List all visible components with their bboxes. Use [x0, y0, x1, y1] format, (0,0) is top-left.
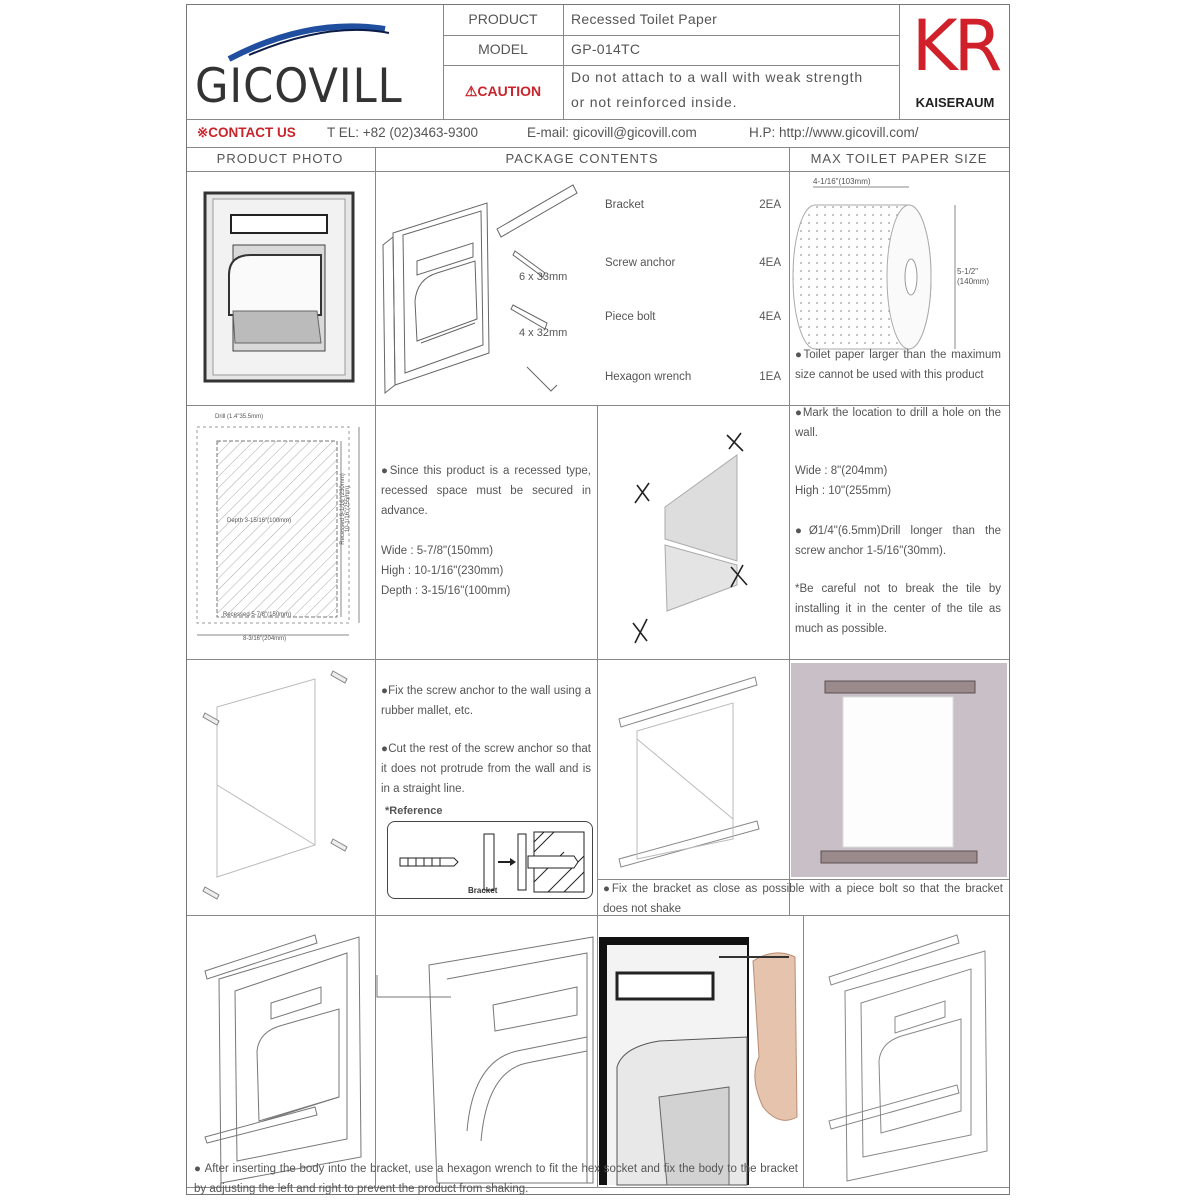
contact-website: H.P: http://www.gicovill.com/	[749, 125, 919, 140]
kr-name: KAISERAUM	[915, 95, 995, 110]
product-photo	[205, 193, 355, 383]
paper-width-dim: 4-1/16"(103mm)	[813, 177, 871, 186]
package-item: Hexagon wrench 1EA	[605, 371, 781, 383]
caution-line-2: or not reinforced inside.	[571, 94, 738, 110]
bracket-mount-drawing	[607, 669, 787, 875]
footer-note-text: ● After inserting the body into the bracket, use a hexagon wrench to fit the hex socket and fix the body to the bracket by adjusting the left and right to prevent the product from shaking.	[194, 1163, 798, 1195]
package-item-list	[605, 195, 781, 395]
body-insert-drawing	[191, 921, 373, 1183]
total-height-label: 10-1/16"(255mm)	[345, 485, 352, 533]
package-item: Piece bolt 4EA	[605, 311, 781, 323]
depth-label: Depth 3-15/16"(100mm)	[227, 518, 292, 524]
caution-label: ⚠CAUTION	[464, 83, 542, 99]
logo-text: GICOVILL	[195, 59, 403, 114]
product-label: PRODUCT	[468, 11, 538, 27]
step1-high: High : 10-1/16"(230mm)	[381, 565, 504, 577]
product-value: Recessed Toilet Paper	[571, 11, 718, 27]
step2-mark: ●Mark the location to drill a hole on the wall.	[795, 407, 1001, 439]
contact-label: ※CONTACT US	[197, 125, 296, 140]
step1-depth: Depth : 3-15/16"(100mm)	[381, 585, 511, 597]
wrench-hand-photo	[599, 937, 801, 1185]
contact-tel: T EL: +82 (02)3463-9300	[327, 125, 478, 140]
reference-label: *Reference	[385, 805, 443, 817]
contact-email: E-mail: gicovill@gicovill.com	[527, 125, 697, 140]
package-item: Bracket 2EA	[605, 199, 781, 211]
step1-wide: Wide : 5-7/8"(150mm)	[381, 545, 494, 557]
bracket-photo	[791, 663, 1007, 877]
footer-note	[190, 1160, 1004, 1199]
paper-height-dim: 5-1/2"(140mm)	[957, 267, 990, 286]
drill-label: Drill (1.4"35.5mm)	[215, 414, 264, 420]
wrench-insert-drawing	[377, 921, 595, 1183]
bolt-dimension: 4 x 32mm	[519, 327, 568, 339]
assembled-product-drawing	[805, 921, 1005, 1183]
paper-note: ●Toilet paper larger than the maximum size cannot be used with this product	[795, 349, 1001, 381]
screw-dimension: 6 x 33mm	[519, 271, 568, 283]
step2-careful: *Be careful not to break the tile by installing it in the center of the tile as much as possible.	[795, 583, 1001, 635]
recessed-width-label: Recessed 5-7/8"(150mm)	[223, 612, 292, 618]
step4-note: ●Fix the bracket as close as possible with a piece bolt so that the bracket does not shake	[603, 883, 1003, 915]
bracket-caption: Bracket	[468, 886, 498, 895]
drill-marks-drawing	[607, 415, 787, 655]
kr-mark: KR	[911, 5, 999, 87]
col-title-photo: PRODUCT PHOTO	[216, 151, 344, 166]
contact-bar	[187, 119, 1009, 147]
step3-fix: ●Fix the screw anchor to the wall using a rubber mallet, etc.	[381, 685, 591, 717]
caution-line-1: Do not attach to a wall with weak strength	[571, 69, 863, 85]
col-title-package: PACKAGE CONTENTS	[505, 151, 659, 166]
step2-wide: Wide : 8"(204mm)	[795, 465, 888, 477]
reference-box	[387, 821, 593, 899]
total-width-label: 8-3/16"(204mm)	[243, 636, 287, 642]
package-contents-drawing	[377, 173, 587, 403]
recessed-height-label: Recessed 9-1/16"(230mm)	[339, 473, 346, 545]
anchor-placement-drawing	[197, 665, 367, 911]
model-value: GP-014TC	[571, 41, 641, 57]
brand-logo	[189, 7, 441, 119]
package-item: Screw anchor 4EA	[605, 257, 781, 269]
step1-intro: ●Since this product is a recessed type, recessed space must be secured in advance.	[381, 465, 591, 517]
toilet-paper-roll-diagram	[791, 173, 1007, 351]
col-title-max-size: MAX TOILET PAPER SIZE	[810, 151, 988, 166]
model-label: MODEL	[478, 41, 528, 57]
step3-cut: ●Cut the rest of the screw anchor so that it does not protrude from the wall and is in a straight line.	[381, 743, 591, 795]
kaiseraum-logo	[903, 5, 1007, 115]
step2-drill: ●Ø1/4"(6.5mm)Drill longer than the screw anchor 1-5/16"(30mm).	[795, 525, 1001, 557]
step2-high: High : 10"(255mm)	[795, 485, 892, 497]
instruction-sheet	[186, 4, 1010, 1195]
